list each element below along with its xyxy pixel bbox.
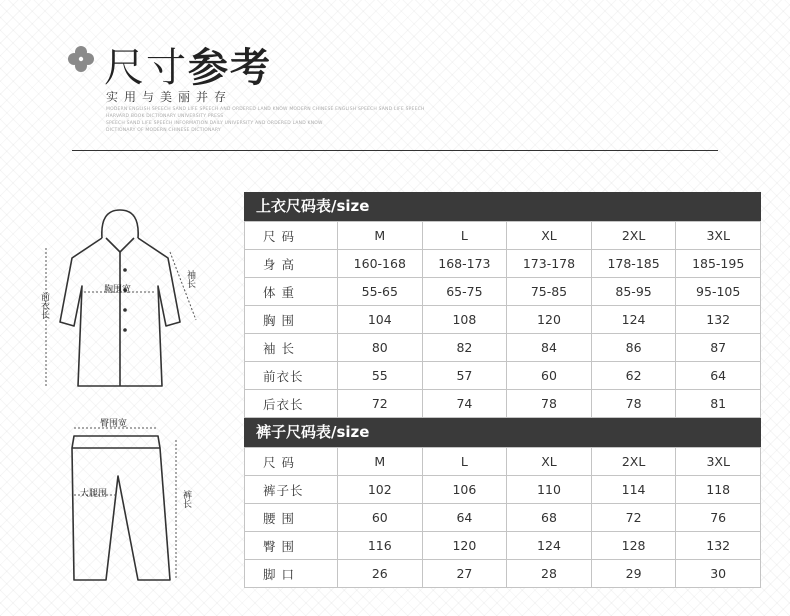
row-label: 尺 码	[245, 448, 338, 476]
header-divider	[72, 150, 718, 151]
row-label: 后衣长	[245, 390, 338, 418]
table-cell: 68	[507, 504, 592, 532]
table-cell: 2XL	[591, 448, 676, 476]
table-row	[245, 504, 761, 532]
row-label: 腰 围	[245, 504, 338, 532]
table-row	[245, 278, 761, 306]
table-cell: 108	[422, 306, 507, 334]
pants-table-body	[245, 448, 761, 588]
table-cell: 178-185	[591, 250, 676, 278]
table-cell: XL	[507, 448, 592, 476]
page-title	[104, 36, 272, 93]
row-label: 袖 长	[245, 334, 338, 362]
table-cell: 29	[591, 560, 676, 588]
fine-print	[106, 106, 426, 134]
table-cell: 110	[507, 476, 592, 504]
row-label: 前衣长	[245, 362, 338, 390]
table-cell: 82	[422, 334, 507, 362]
fine-print-line: DICTIONARY OF MODERN CHINESE DICTIONARY	[106, 128, 221, 133]
table-cell: M	[338, 222, 423, 250]
table-cell: 60	[507, 362, 592, 390]
row-label: 臀 围	[245, 532, 338, 560]
jacket-size-table	[244, 221, 761, 418]
table-cell: 84	[507, 334, 592, 362]
table-cell: 65-75	[422, 278, 507, 306]
thigh-label: 大腿围	[80, 489, 108, 499]
table-header-row	[245, 222, 761, 250]
row-label: 胸 围	[245, 306, 338, 334]
table-cell: 86	[591, 334, 676, 362]
table-cell: 124	[591, 306, 676, 334]
clover-icon	[66, 44, 96, 74]
table-cell: 72	[591, 504, 676, 532]
title-light: 尺寸	[104, 45, 188, 91]
row-label: 体 重	[245, 278, 338, 306]
garment-illustration	[30, 200, 230, 590]
table-cell: 128	[591, 532, 676, 560]
size-tables	[244, 192, 761, 588]
pants-length-label: 裤长	[181, 490, 191, 508]
table-row	[245, 250, 761, 278]
table-cell: 78	[507, 390, 592, 418]
table-row	[245, 334, 761, 362]
table-cell: 72	[338, 390, 423, 418]
table-cell: 120	[422, 532, 507, 560]
table-cell: 114	[591, 476, 676, 504]
jacket-table-title: 上衣尺码表/size	[244, 192, 761, 221]
row-label: 裤子长	[245, 476, 338, 504]
pants-table-title: 裤子尺码表/size	[244, 418, 761, 447]
table-header-row	[245, 448, 761, 476]
table-cell: 3XL	[676, 222, 761, 250]
table-cell: 124	[507, 532, 592, 560]
table-cell: L	[422, 448, 507, 476]
table-cell: 87	[676, 334, 761, 362]
table-cell: 2XL	[591, 222, 676, 250]
table-cell: 78	[591, 390, 676, 418]
table-cell: XL	[507, 222, 592, 250]
table-cell: 30	[676, 560, 761, 588]
table-cell: 57	[422, 362, 507, 390]
table-cell: 102	[338, 476, 423, 504]
table-cell: 74	[422, 390, 507, 418]
table-cell: 64	[676, 362, 761, 390]
table-cell: 81	[676, 390, 761, 418]
table-cell: 28	[507, 560, 592, 588]
table-cell: 55	[338, 362, 423, 390]
hip-width-label: 臀围宽	[100, 419, 128, 429]
measurement-diagram	[30, 200, 230, 594]
table-cell: 85-95	[591, 278, 676, 306]
table-cell: 132	[676, 532, 761, 560]
jacket-table-body	[245, 222, 761, 418]
row-label: 尺 码	[245, 222, 338, 250]
table-row	[245, 362, 761, 390]
sleeve-length-label: 袖长	[185, 270, 195, 288]
table-cell: 55-65	[338, 278, 423, 306]
table-row	[245, 560, 761, 588]
table-cell: 80	[338, 334, 423, 362]
table-cell: 132	[676, 306, 761, 334]
fine-print-line: MODERN ENGLISH SPEECH SAND LIFE SPEECH AND ORDERED LAND KNOW MODERN CHINESE ENGLISH SPEECH SAND LIFE SPEECH	[106, 107, 425, 112]
page-header	[66, 30, 726, 160]
title-bold: 参考	[188, 45, 272, 91]
table-cell: 106	[422, 476, 507, 504]
table-cell: M	[338, 448, 423, 476]
front-length-label: 前衣长	[39, 292, 49, 319]
row-label: 身 高	[245, 250, 338, 278]
table-cell: 60	[338, 504, 423, 532]
table-cell: L	[422, 222, 507, 250]
table-cell: 95-105	[676, 278, 761, 306]
table-row	[245, 306, 761, 334]
page-subtitle: 实用与美丽并存	[106, 90, 233, 104]
table-cell: 76	[676, 504, 761, 532]
table-row	[245, 532, 761, 560]
fine-print-line: HARVARD BOOK DICTIONARY UNIVERSITY PRESS	[106, 114, 224, 119]
table-cell: 27	[422, 560, 507, 588]
table-row	[245, 476, 761, 504]
table-cell: 26	[338, 560, 423, 588]
table-cell: 120	[507, 306, 592, 334]
fine-print-line: SPEECH SAND LIFE SPEECH INFORMATION DAILY UNIVERSITY AND ORDERED LAND KNOW	[106, 121, 323, 126]
table-cell: 64	[422, 504, 507, 532]
table-cell: 75-85	[507, 278, 592, 306]
table-cell: 104	[338, 306, 423, 334]
table-cell: 168-173	[422, 250, 507, 278]
table-cell: 160-168	[338, 250, 423, 278]
chest-width-label: 胸围宽	[104, 285, 132, 295]
row-label: 脚 口	[245, 560, 338, 588]
table-cell: 173-178	[507, 250, 592, 278]
table-cell: 185-195	[676, 250, 761, 278]
table-cell: 118	[676, 476, 761, 504]
pants-size-table	[244, 447, 761, 588]
table-cell: 3XL	[676, 448, 761, 476]
table-cell: 116	[338, 532, 423, 560]
table-cell: 62	[591, 362, 676, 390]
table-row	[245, 390, 761, 418]
